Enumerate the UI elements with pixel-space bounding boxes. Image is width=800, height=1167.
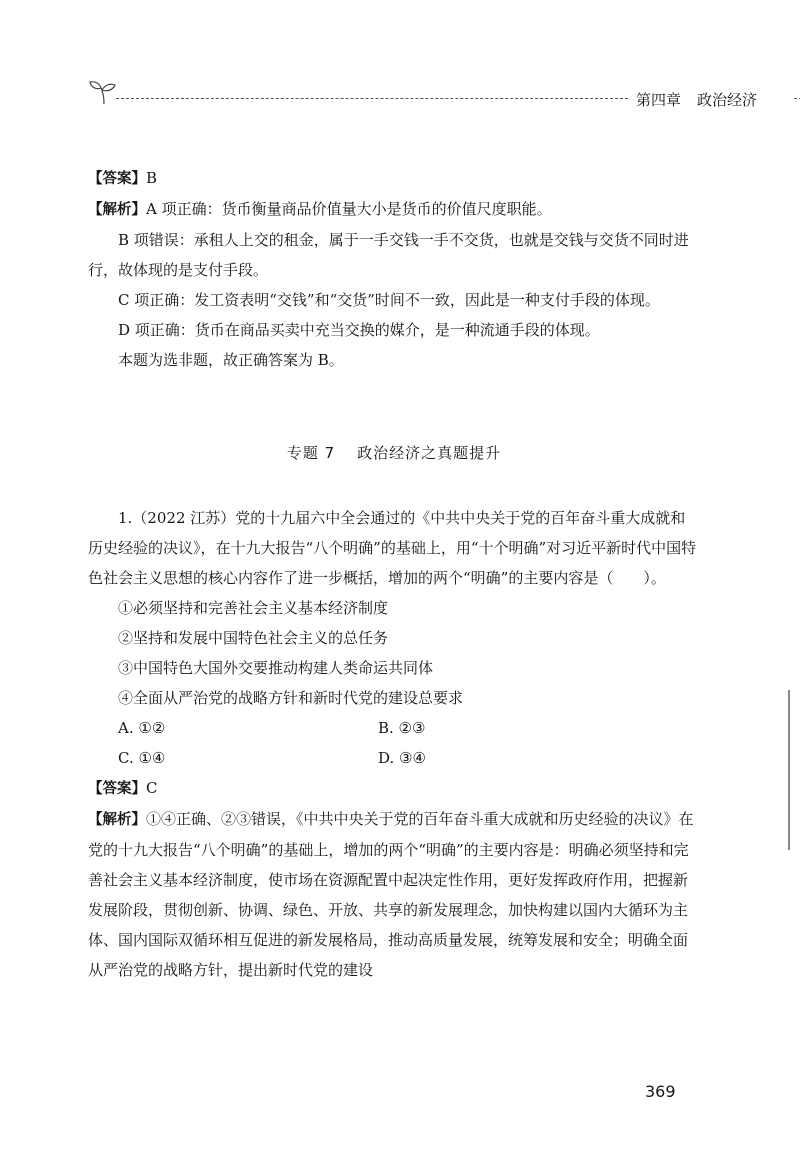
option-c: C. ①④ <box>118 749 166 767</box>
question-analysis <box>88 804 700 985</box>
page-number: 369 <box>645 1082 676 1101</box>
question-item-3: ③中国特色大国外交要推动构建人类命运共同体 <box>118 659 434 677</box>
question-stem: 1.（2022 江苏）党的十九届六中全会通过的《中共中央关于党的百年奋斗重大成就和历史经验的决议》，在十九大报告“八个明确”的基础上，用“十个明确”对习近平新时代中国特色社会主义思想的核心内容作了进一步概括，增加的两个“明确”的主要内容是（ ）。 <box>88 509 697 587</box>
analysis-a-text: A 项正确：货币衡量商品价值量大小是货币的价值尺度职能。 <box>146 200 552 218</box>
header-rule-right <box>794 98 800 99</box>
option-b: B. ②③ <box>378 719 426 737</box>
question-item-4: ④全面从严治党的战略方针和新时代党的建设总要求 <box>118 689 464 707</box>
analysis-text: ①④正确、②③错误，《中共中央关于党的百年奋斗重大成就和历史经验的决议》在党的十九大报告“八个明确”的基础上，增加的两个“明确”的主要内容是：明确必须坚持和完善社会主义基本经济制度，使市场在资源配置中起决定性作用，更好发挥政府作用，把握新发展阶段，贯彻创新、协调、绿色、开放、共享的新发展理念，加快构建以国内大循环为主体、国内国际双循环相互促进的新发展格局，推动高质量发展，统筹发展和安全；明确全面从严治党的战略方针，提出新时代党的建设 <box>88 810 694 979</box>
previous-analysis-a <box>88 194 700 225</box>
header-rule-left <box>116 98 628 99</box>
analysis-label: 【解析】 <box>88 812 146 828</box>
running-header <box>88 78 758 109</box>
analysis-label: 【解析】 <box>88 202 146 218</box>
question-item-2: ②坚持和发展中国特色社会主义的总任务 <box>118 629 389 647</box>
question-answer <box>88 773 700 804</box>
option-d: D. ③④ <box>378 749 426 767</box>
previous-analysis-c: C 项正确：发工资表明“交钱”和“交货”时间不一致，因此是一种支付手段的体现。 <box>118 291 660 309</box>
question-item-1: ①必须坚持和完善社会主义基本经济制度 <box>118 599 389 617</box>
section-title <box>88 433 700 473</box>
page-content <box>88 163 700 985</box>
sprout-icon <box>88 78 120 106</box>
previous-analysis-b: B 项错误：承租人上交的租金，属于一手交钱一手不交货，也就是交钱与交货不同时进行，故体现的是支付手段。 <box>88 231 689 279</box>
answer-value: C <box>146 779 158 797</box>
answer-label: 【答案】 <box>88 781 146 797</box>
previous-conclusion: 本题为选非题，故正确答案为 B。 <box>118 351 344 369</box>
option-a: A. ①② <box>118 719 166 737</box>
answer-value: B <box>146 169 158 187</box>
previous-analysis-d: D 项正确：货币在商品买卖中充当交换的媒介，是一种流通手段的体现。 <box>118 321 600 339</box>
scan-edge-mark <box>788 690 790 850</box>
options-row-1 <box>88 713 700 743</box>
chapter-title: 政治经济 <box>697 91 758 109</box>
section-name: 政治经济之真题提升 <box>357 444 502 462</box>
chapter-label: 第四章 <box>636 91 682 109</box>
section-number: 专题 7 <box>286 444 336 462</box>
header-title <box>636 89 773 110</box>
answer-label: 【答案】 <box>88 171 146 187</box>
previous-answer <box>88 163 700 194</box>
options-row-2 <box>88 743 700 773</box>
